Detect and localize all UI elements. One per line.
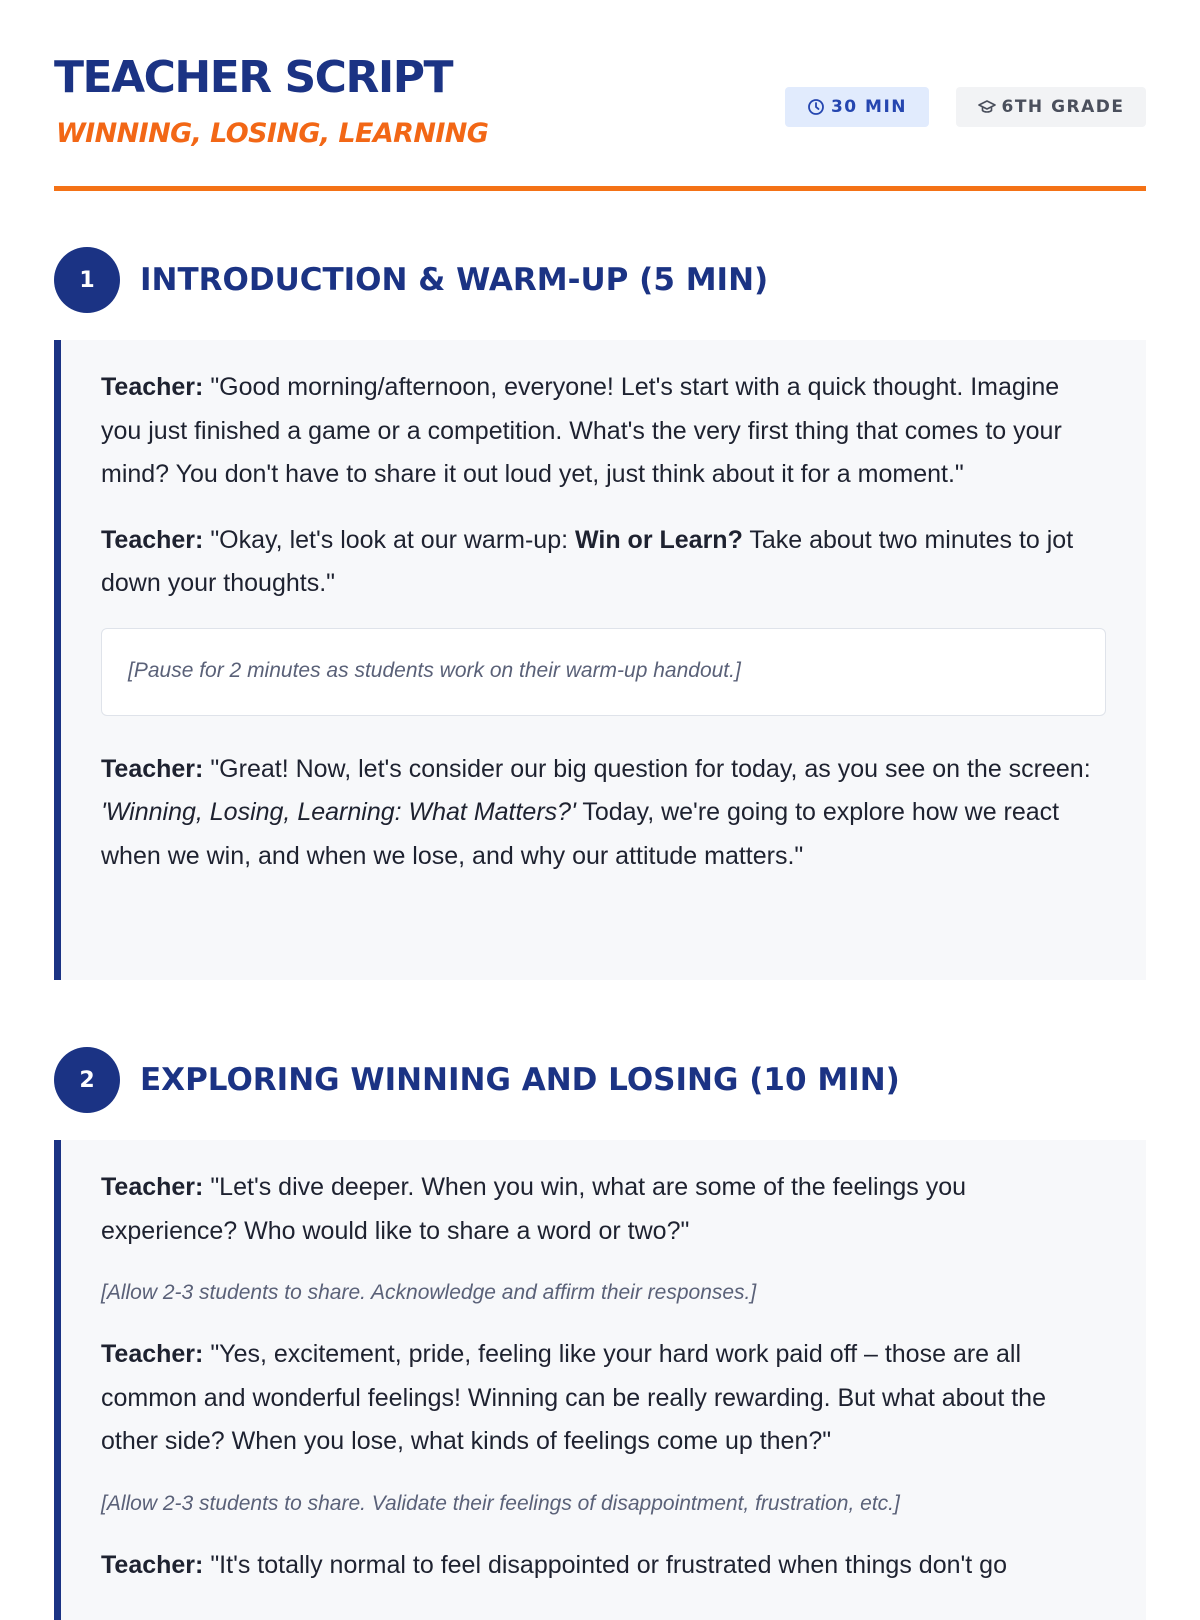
section-number-badge: 1 (54, 247, 120, 313)
script-line: Teacher: "Yes, excitement, pride, feeling like your hard work paid off – those are all common and wonderful feelings! Winning can be really rewarding. But what about the other side? When you lose, what kinds of feelings come up then?" (101, 1340, 1046, 1455)
warm-up-name: Win or Learn? (575, 525, 743, 554)
script-line: Teacher: "Let's dive deeper. When you win, what are some of the feelings you experience? Who would like to share a word or two?" (101, 1173, 967, 1245)
speaker-label: Teacher: (101, 1340, 204, 1368)
speaker-label: Teacher: (101, 1173, 204, 1201)
page-title: TEACHER SCRIPT (54, 52, 452, 103)
page-subtitle: WINNING, LOSING, LEARNING (56, 118, 489, 149)
script-line: Teacher: "Great! Now, let's consider our big question for today, as you see on the screen: 'Winning, Losing, Learning: What Matters?' Today, we're going to explore how we react when we win, and when we lose, and why our attitude matters." (101, 754, 1091, 870)
speaker-label: Teacher: (101, 1550, 204, 1579)
grade-label: 6TH GRADE (1001, 97, 1125, 117)
speaker-label: Teacher: (101, 525, 204, 554)
section-2-script-card (54, 1140, 1146, 1620)
script-line: Teacher: "Okay, let's look at our warm-up: Win or Learn? Take about two minutes to jot down your thoughts." (101, 525, 1074, 597)
duration-label: 30 MIN (830, 97, 908, 117)
big-question: 'Winning, Losing, Learning: What Matters?' (101, 798, 576, 826)
section-title: INTRODUCTION & WARM-UP (5 MIN) (140, 262, 769, 298)
clock-icon (807, 98, 825, 116)
speaker-label: Teacher: (101, 373, 204, 401)
duration-badge (785, 87, 929, 127)
teacher-script-page (54, 0, 1146, 1579)
stage-direction: [Allow 2-3 students to share. Validate their feelings of disappointment, frustration, etc.] (101, 1491, 900, 1515)
section-title: EXPLORING WINNING AND LOSING (10 MIN) (140, 1062, 900, 1098)
graduation-cap-icon (978, 99, 996, 115)
grade-badge (956, 87, 1146, 127)
stage-direction: [Allow 2-3 students to share. Acknowledge and affirm their responses.] (101, 1281, 757, 1304)
speaker-label: Teacher: (101, 754, 204, 783)
section-2-header (54, 1047, 1146, 1113)
stage-direction-box: [Pause for 2 minutes as students work on their warm-up handout.] (101, 628, 1106, 716)
section-1-header (54, 247, 1146, 313)
header (54, 0, 1146, 191)
script-line: Teacher: "It's totally normal to feel disappointed or frustrated when things don't go (101, 1550, 1007, 1579)
section-1-script-card (54, 340, 1146, 980)
section-number-badge: 2 (54, 1047, 120, 1113)
script-line: Teacher: "Good morning/afternoon, everyone! Let's start with a quick thought. Imagine you just finished a game or a competition. What's the very first thing that comes to your mind? You don't have to share it out loud yet, just think about it for a moment." (101, 373, 1062, 488)
